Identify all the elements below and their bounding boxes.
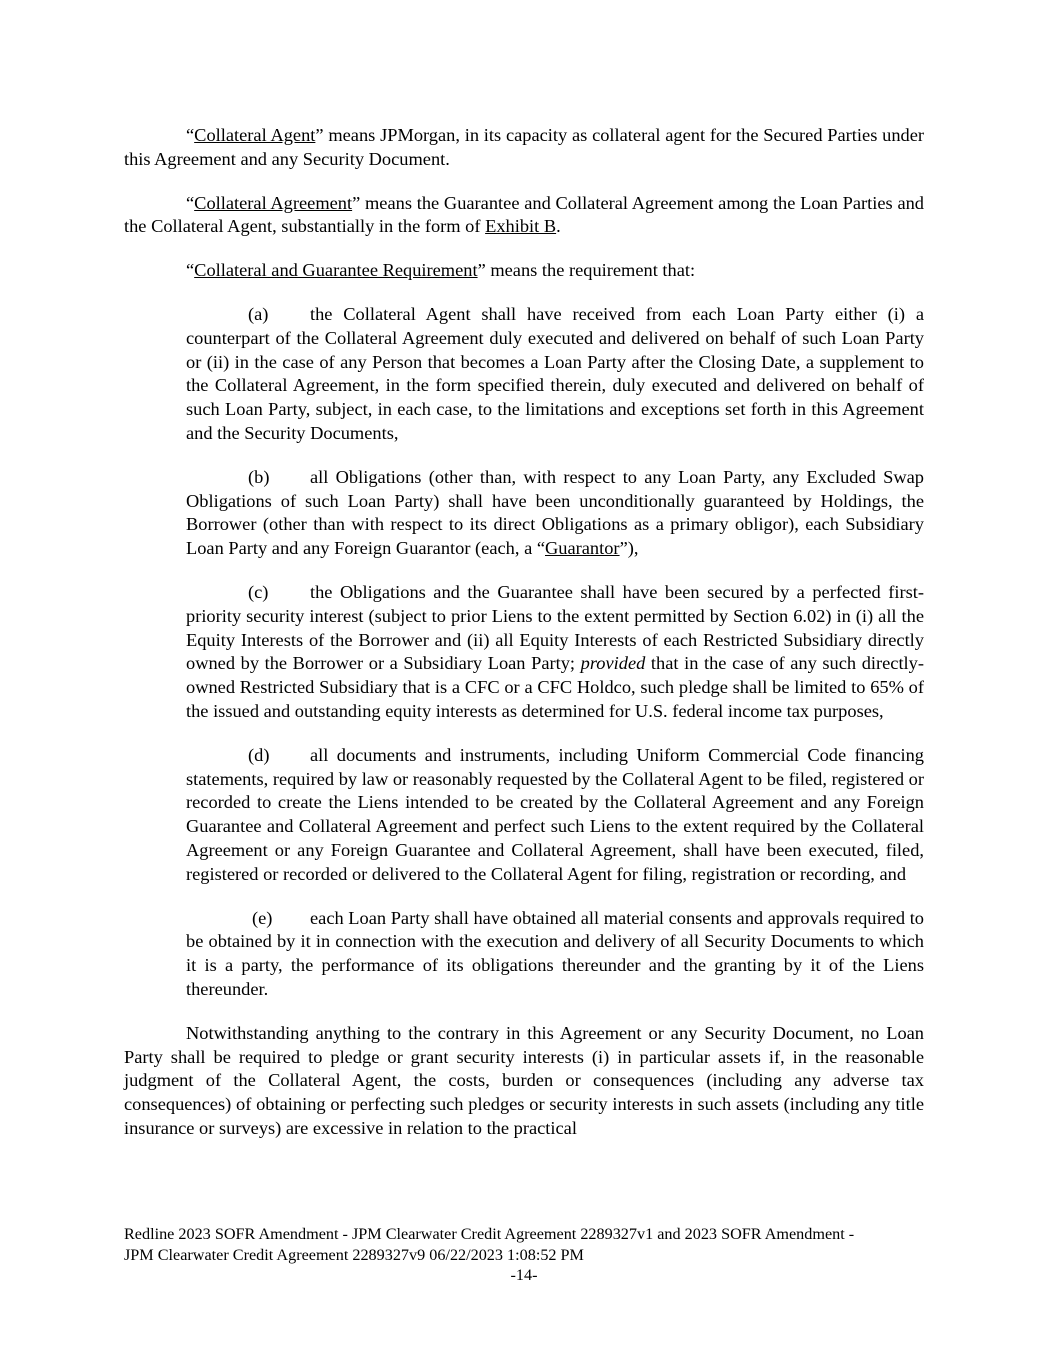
clause-b: [186, 466, 924, 561]
clause-a: [186, 303, 924, 446]
clause-label: (c): [248, 581, 269, 602]
defined-term: Guarantor: [545, 538, 620, 559]
clause-text: the Obligations and the Guarantee shall have been secured by a perfected first-priority security interest (subject to prior Liens to the extent permitted by Section 6.02) in (i) all the Equity Interests of the Borrower and (ii) all Equity Interests of each Restricted Subsidiary directly owned by the Borrower or a Subsidiary Loan Party;: [186, 581, 924, 674]
definition-text: ” means the requirement that:: [477, 260, 696, 281]
open-quote: “: [186, 192, 195, 213]
clause-label: (b): [248, 466, 270, 487]
clause-text: all Obligations (other than, with respect to any Loan Party, any Excluded Swap Obligations of such Loan Party) shall have been unconditionally guaranteed by Holdings, the Borrower (other than with respect to its direct Obligations as a primary obligor), each Subsidiary Loan Party and any Foreign Guarantor (each, a “: [186, 466, 924, 559]
defined-term: Collateral Agent: [194, 125, 316, 145]
page-footer: [124, 1224, 924, 1286]
clause-c: [186, 581, 924, 724]
definition-text: ” means JPMorgan, in its capacity as collateral agent for the Secured Parties under this Agreement and any Security Document.: [124, 125, 924, 169]
clause-text: all documents and instruments, including Uniform Commercial Code financing statements, required by law or reasonably requested by the Collateral Agent to be filed, registered or recorded to create the Liens intended to be created by the Collateral Agreement and any Foreign Guarantee and Collateral Agreement and perfect such Liens to the extent required by the Collateral Agreement or any Foreign Guarantee and Collateral Agreement, shall have been executed, filed, registered or recorded or delivered to the Collateral Agent for filing, registration or recording, and: [186, 744, 924, 884]
clause-label: (e): [252, 907, 273, 928]
clause-text-end: that in the case of any such directly-owned Restricted Subsidiary that is a CFC or a CFC Holdco, such pledge shall be limited to 65% of the issued and outstanding equity interests as determined for U.S. federal income tax purposes,: [186, 653, 924, 721]
clause-text-end: ”),: [619, 538, 639, 559]
defined-term: Collateral and Guarantee Requirement: [194, 260, 478, 281]
clause-text: the Collateral Agent shall have received from each Loan Party either (i) a counterpart of the Collateral Agreement duly executed and delivered on behalf of such Loan Party or (ii) in the case of any Person that becomes a Loan Party after the Closing Date, a supplement to the Collateral Agreement, in the form specified therein, duly executed and delivered on behalf of such Loan Party, subject, in each case, to the limitations and exceptions set forth in this Agreement and the Security Documents,: [186, 303, 924, 443]
page-number: -14-: [510, 1266, 538, 1284]
definition-text-end: .: [556, 216, 561, 237]
definition-collateral-guarantee-requirement: [124, 259, 924, 283]
definition-collateral-agreement: [124, 192, 924, 240]
clause-label: (a): [248, 303, 269, 324]
clause-e: [186, 907, 924, 1002]
footer-line-2: JPM Clearwater Credit Agreement 2289327v9 06/22/2023 1:08:52 PM: [124, 1245, 584, 1264]
clause-text: each Loan Party shall have obtained all material consents and approvals required to be obtained by it in connection with the execution and delivery of all Security Documents to which it is a party, the performance of its obligations thereunder and the granting by it of the Liens thereunder.: [186, 907, 924, 999]
clause-d: [186, 744, 924, 887]
open-quote: “: [186, 125, 195, 145]
document-body: [124, 124, 924, 1161]
notwithstanding-paragraph: Notwithstanding anything to the contrary in this Agreement or any Security Document, no Loan Party shall be required to pledge or grant security interests (i) in particular assets if, in the reasonable judgment of the Collateral Agent, the costs, burden or consequences (including any adverse tax consequences) of obtaining or perfecting such pledges or security interests in such assets (including any title insurance or surveys) are excessive in relation to the practical: [124, 1022, 924, 1138]
footer-line-1: Redline 2023 SOFR Amendment - JPM Clearwater Credit Agreement 2289327v1 and 2023 SOFR Amendment -: [124, 1225, 855, 1243]
proviso-word: provided: [580, 653, 646, 674]
open-quote: “: [186, 260, 195, 281]
clause-label: (d): [248, 744, 270, 765]
exhibit-reference: Exhibit B: [485, 216, 557, 237]
definition-text: ” means the Guarantee and Collateral Agreement among the Loan Parties and the Collateral Agent, substantially in the form of: [124, 192, 925, 237]
definition-collateral-agent: [124, 124, 924, 172]
defined-term: Collateral Agreement: [194, 192, 353, 213]
